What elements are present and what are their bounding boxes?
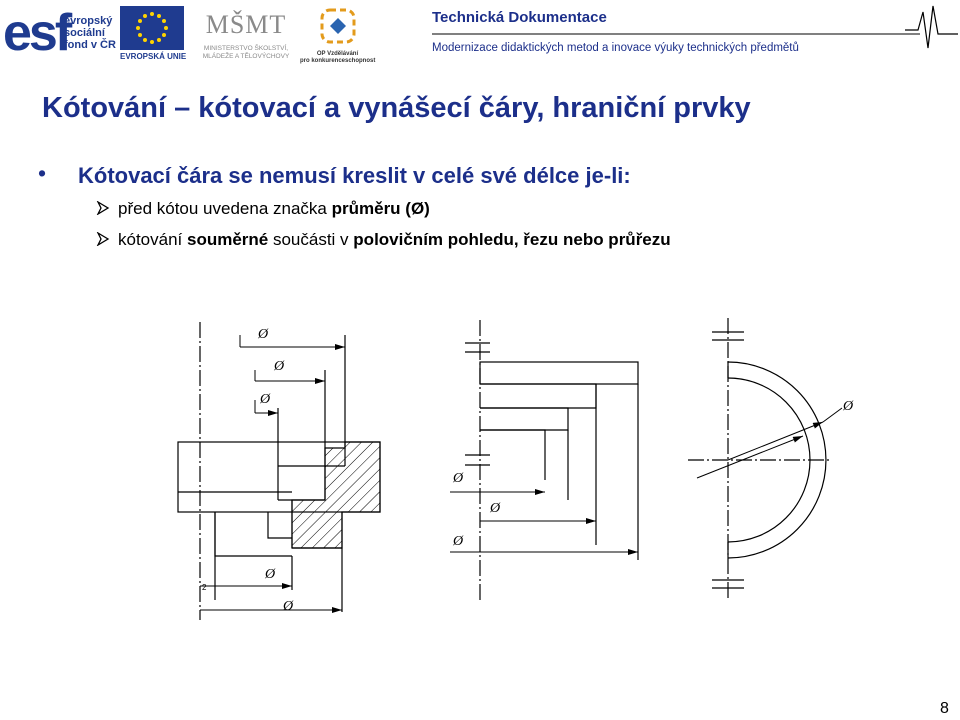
bullet-text: Kótovací čára se nemusí kreslit v celé své délce je-li:: [78, 163, 631, 188]
dim-label-2: Ø: [274, 359, 285, 374]
esf-text-line: evropský: [64, 15, 113, 27]
figure-half-view: [465, 320, 638, 600]
op-caption-2: pro konkurenceschopnost: [300, 58, 376, 64]
header-title: Technická Dokumentace: [432, 9, 607, 26]
dim-label-8: Ø: [453, 534, 464, 549]
msmt-mark: MŠMT: [205, 10, 287, 39]
sub2-text-c: součásti v: [268, 230, 354, 249]
dim-label-9: Ø: [843, 399, 854, 414]
esf-text-line: sociální: [64, 27, 105, 39]
small-dim-label: 2: [202, 583, 207, 592]
sub2-text-a: kótování: [118, 230, 187, 249]
op-caption-1: OP Vzdělávání: [316, 51, 359, 57]
sub1-text: před kótou uvedena značka: [118, 199, 332, 218]
esf-logo-mark: esf: [3, 4, 70, 62]
msmt-caption-2: MLÁDEŽE A TĚLOVÝCHOVY: [202, 53, 290, 60]
sub1-bold: průměru (Ø): [331, 199, 430, 218]
dim-label-6: Ø: [453, 471, 464, 486]
msmt-caption-1: MINISTERSTVO ŠKOLSTVÍ,: [203, 45, 289, 52]
sub2-bold-b: souměrné: [187, 230, 269, 249]
eu-caption: EVROPSKÁ UNIE: [120, 52, 187, 61]
dim-label-1: Ø: [258, 327, 269, 342]
slide-title: Kótování – kótovací a vynášecí čáry, hraniční prvky: [42, 92, 751, 124]
sub2-bold-d: polovičním pohledu, řezu nebo průřezu: [353, 230, 671, 249]
figure-half-view-dims: [450, 492, 638, 552]
dim-label-5: Ø: [283, 599, 294, 614]
dim-label-4: Ø: [265, 567, 276, 582]
header-subtitle: Modernizace didaktických metod a inovace výuky technických předmětů: [432, 42, 799, 54]
figure-half-circle-dims: [697, 408, 842, 478]
bullet-dot: •: [38, 160, 47, 186]
esf-text-line: fond v ČR: [64, 39, 116, 51]
dim-label-7: Ø: [490, 501, 501, 516]
page-number: 8: [940, 700, 949, 717]
dim-label-3: Ø: [260, 392, 271, 407]
figure-half-circle: [688, 318, 830, 598]
